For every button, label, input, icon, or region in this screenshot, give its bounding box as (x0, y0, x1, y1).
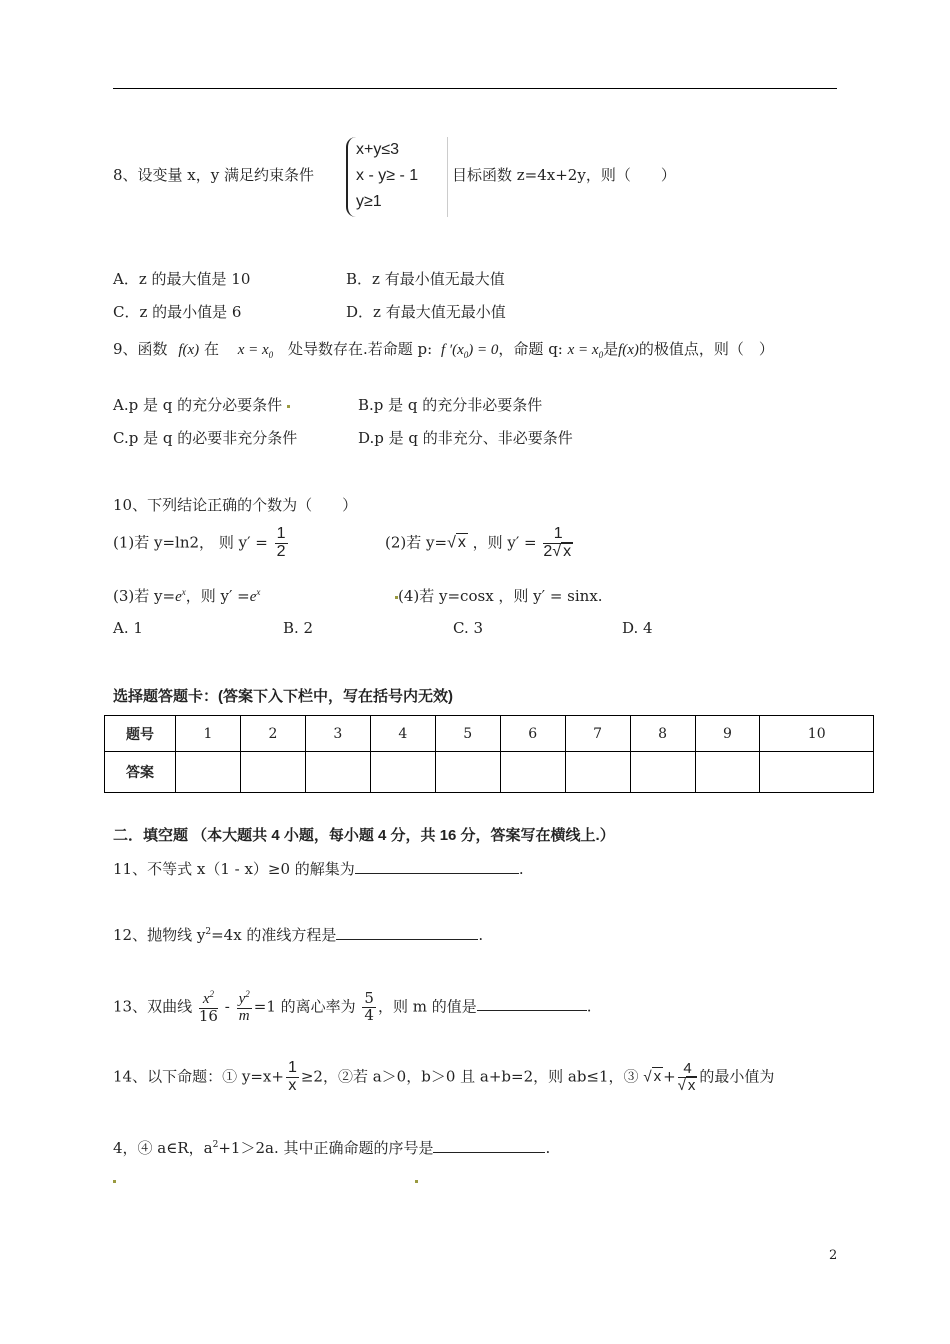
answer-cell[interactable] (176, 752, 241, 793)
q11: 11、不等式 x（1 - x）≥0 的解集为 . (113, 860, 524, 878)
q10-item-3: (3)若 $y=e^x$，则 $y' =e^x$ (113, 587, 261, 605)
answer-cell[interactable] (305, 752, 370, 793)
answer-card-number-row (105, 716, 874, 752)
stray-mark (287, 405, 290, 408)
header-rule (113, 88, 837, 89)
answer-card-answer-row (105, 752, 874, 793)
q10-option-a: A. 1 (113, 619, 143, 637)
answer-cell[interactable] (370, 752, 435, 793)
q12-blank[interactable] (336, 925, 478, 940)
question-number: 4 (370, 716, 435, 752)
q8-option-a: A．z 的最大值是 10 (113, 270, 251, 288)
answer-cell[interactable] (435, 752, 500, 793)
q10-item-1: (1)若 y=ln2， 则 y′ = $\frac{1}{2}$ (113, 525, 286, 560)
question-number: 1 (176, 716, 241, 752)
answer-row-header: 答案 (105, 752, 176, 793)
question-number: 8 (630, 716, 695, 752)
section-2-heading: 二．填空题 （本大题共 4 小题，每小题 4 分，共 16 分，答案写在横线上.） (113, 827, 615, 844)
q13: 13、双曲线 $\frac{x^2}{16}$ - $\frac{y^2}{m}$ =1 的离心率为 $\frac{5}{4}$ ，则 m 的值是 . (113, 989, 592, 1025)
q12: 12、抛物线 $y^2=4x$ 的准线方程是 . (113, 926, 484, 944)
answer-card-table (104, 715, 874, 793)
q8-option-b: B．z 有最小值无最大值 (346, 270, 505, 288)
q10-option-c: C. 3 (453, 619, 484, 637)
q10-item-2: (2)若 y=√ x ，则 y′ = $\frac{1}{2√ x}$ (385, 525, 572, 560)
q11-blank[interactable] (355, 859, 519, 874)
answer-cell[interactable] (695, 752, 760, 793)
question-number: 5 (435, 716, 500, 752)
number-row-header: 题号 (105, 716, 176, 752)
q8-stem-a: 8、设变量 x，y 满足约束条件 (113, 166, 315, 184)
question-number: 2 (240, 716, 305, 752)
q9-option-b: B.p 是 q 的充分非必要条件 (358, 396, 543, 414)
constraint-3: y≥1 (356, 193, 382, 210)
q10-option-b: B. 2 (283, 619, 314, 637)
q9-stem: 9、函数 f(x) 在 $x = x_0$ 处导数存在.若命题 p: f $'(x_0) = 0$，命题 q: $x = x_0$是f(x)的极值点，则（ ） (113, 340, 774, 360)
q9-option-d: D.p 是 q 的非充分、非必要条件 (358, 429, 573, 447)
stray-mark (415, 1180, 418, 1183)
q8-option-d: D．z 有最大值无最小值 (346, 303, 506, 321)
stray-mark (395, 596, 398, 599)
q14-line-2: 4，④ a∈R，$a^2+1>2a$. 其中正确命题的序号是 . (113, 1139, 551, 1157)
q8-option-c: C．z 的最小值是 6 (113, 303, 242, 321)
q10-option-d: D. 4 (622, 619, 653, 637)
stray-mark (113, 1180, 116, 1183)
answer-cell[interactable] (500, 752, 565, 793)
q10-stem: 10、下列结论正确的个数为（ ） (113, 496, 358, 514)
question-number: 7 (565, 716, 630, 752)
answer-cell[interactable] (240, 752, 305, 793)
answer-cell[interactable] (630, 752, 695, 793)
question-number: 3 (305, 716, 370, 752)
question-number: 9 (695, 716, 760, 752)
q13-blank[interactable] (477, 996, 587, 1011)
q10-item-4: (4)若 y=cosx ，则 y′ = sinx. (398, 587, 603, 605)
q9-option-a: A.p 是 q 的充分必要条件 (113, 396, 283, 414)
constraint-1: x+y≤3 (356, 141, 400, 158)
q8-constraint-system (346, 137, 448, 217)
answer-cell[interactable] (760, 752, 874, 793)
page-number: 2 (829, 1248, 838, 1263)
question-number: 10 (760, 716, 874, 752)
answer-cell[interactable] (565, 752, 630, 793)
constraint-2: x - y≥ - 1 (356, 167, 419, 184)
q9-option-c: C.p 是 q 的必要非充分条件 (113, 429, 298, 447)
q8-stem-b: 目标函数 z=4x+2y，则（ ） (452, 166, 676, 184)
question-number: 6 (500, 716, 565, 752)
answer-card-title: 选择题答题卡：(答案下入下栏中，写在括号内无效) (113, 688, 453, 705)
q14-blank[interactable] (433, 1138, 545, 1153)
q14-line-1: 14、以下命题：① y=x+ $\frac{1}{x}$ ≥2，②若 a＞0，b＞0 且 a+b=2，则 ab≤1，③ √ x + $\frac{4}{√ x}$ 的最小值为 (113, 1059, 775, 1094)
